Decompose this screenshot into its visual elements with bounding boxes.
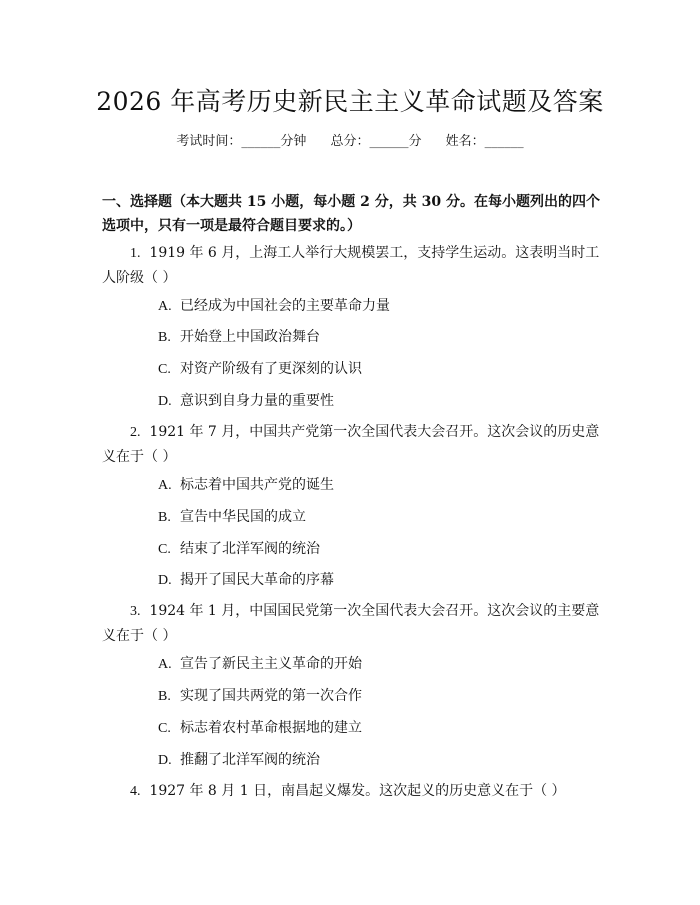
option-text: 实现了国共两党的第一次合作 bbox=[180, 688, 362, 704]
question-stem: 1919 年 6 月，上海工人举行大规模罢工，支持学生运动。这表明当时工人阶级（ ） bbox=[102, 245, 600, 286]
option-text: 对资产阶级有了更深刻的认识 bbox=[180, 361, 362, 377]
question-2-option-d bbox=[158, 570, 598, 591]
page-title: 2026 年高考历史新民主主义革命试题及答案 bbox=[96, 87, 604, 116]
question-stem: 1927 年 8 月 1 日，南昌起义爆发。这次起义的历史意义在于（ ） bbox=[149, 783, 566, 799]
question-1-option-a bbox=[158, 296, 598, 317]
option-text: 开始登上中国政治舞台 bbox=[180, 329, 320, 345]
option-text: 揭开了国民大革命的序幕 bbox=[180, 572, 334, 588]
question-1 bbox=[102, 241, 602, 291]
option-letter: A. bbox=[158, 478, 172, 493]
question-2-option-b bbox=[158, 507, 598, 528]
option-letter: B. bbox=[158, 330, 171, 345]
option-text: 推翻了北洋军阀的统治 bbox=[180, 752, 320, 768]
option-letter: C. bbox=[158, 362, 171, 377]
option-letter: D. bbox=[158, 394, 172, 409]
total-score-field: 总分：______分 bbox=[330, 134, 422, 149]
option-letter: A. bbox=[158, 657, 172, 672]
question-3-option-a bbox=[158, 654, 598, 675]
question-1-option-c bbox=[158, 359, 598, 380]
question-1-option-d bbox=[158, 391, 598, 412]
question-2-option-a bbox=[158, 475, 598, 496]
question-3-option-b bbox=[158, 686, 598, 707]
option-text: 标志着农村革命根据地的建立 bbox=[180, 720, 362, 736]
option-letter: A. bbox=[158, 299, 172, 314]
option-text: 结束了北洋军阀的统治 bbox=[180, 541, 320, 557]
option-text: 已经成为中国社会的主要革命力量 bbox=[180, 298, 390, 314]
question-1-option-b bbox=[158, 327, 598, 348]
question-4 bbox=[102, 779, 602, 804]
question-3 bbox=[102, 599, 602, 649]
student-name-field: 姓名：______ bbox=[445, 134, 524, 149]
option-letter: B. bbox=[158, 689, 171, 704]
section-heading: 一、选择题（本大题共 15 小题，每小题 2 分，共 30 分。在每小题列出的四个选项中，只有一项是最符合题目要求的。） bbox=[102, 194, 600, 234]
question-number: 3. bbox=[130, 604, 141, 619]
exam-time-field: 考试时间：______分钟 bbox=[176, 134, 307, 149]
question-2 bbox=[102, 420, 602, 470]
option-text: 标志着中国共产党的诞生 bbox=[180, 477, 334, 493]
question-number: 2. bbox=[130, 425, 141, 440]
question-3-option-d bbox=[158, 750, 598, 771]
option-letter: C. bbox=[158, 542, 171, 557]
option-text: 宣告中华民国的成立 bbox=[180, 509, 306, 525]
option-text: 意识到自身力量的重要性 bbox=[180, 393, 334, 409]
question-stem: 1924 年 1 月，中国国民党第一次全国代表大会召开。这次会议的主要意义在于（ ） bbox=[102, 603, 600, 644]
question-2-option-c bbox=[158, 539, 598, 560]
option-text: 宣告了新民主主义革命的开始 bbox=[180, 656, 362, 672]
option-letter: B. bbox=[158, 510, 171, 525]
question-stem: 1921 年 7 月，中国共产党第一次全国代表大会召开。这次会议的历史意义在于（ ） bbox=[102, 424, 600, 465]
question-number: 1. bbox=[130, 246, 141, 261]
option-letter: D. bbox=[158, 573, 172, 588]
question-number: 4. bbox=[130, 784, 141, 799]
question-3-option-c bbox=[158, 718, 598, 739]
exam-meta bbox=[0, 130, 700, 149]
option-letter: D. bbox=[158, 753, 172, 768]
option-letter: C. bbox=[158, 721, 171, 736]
